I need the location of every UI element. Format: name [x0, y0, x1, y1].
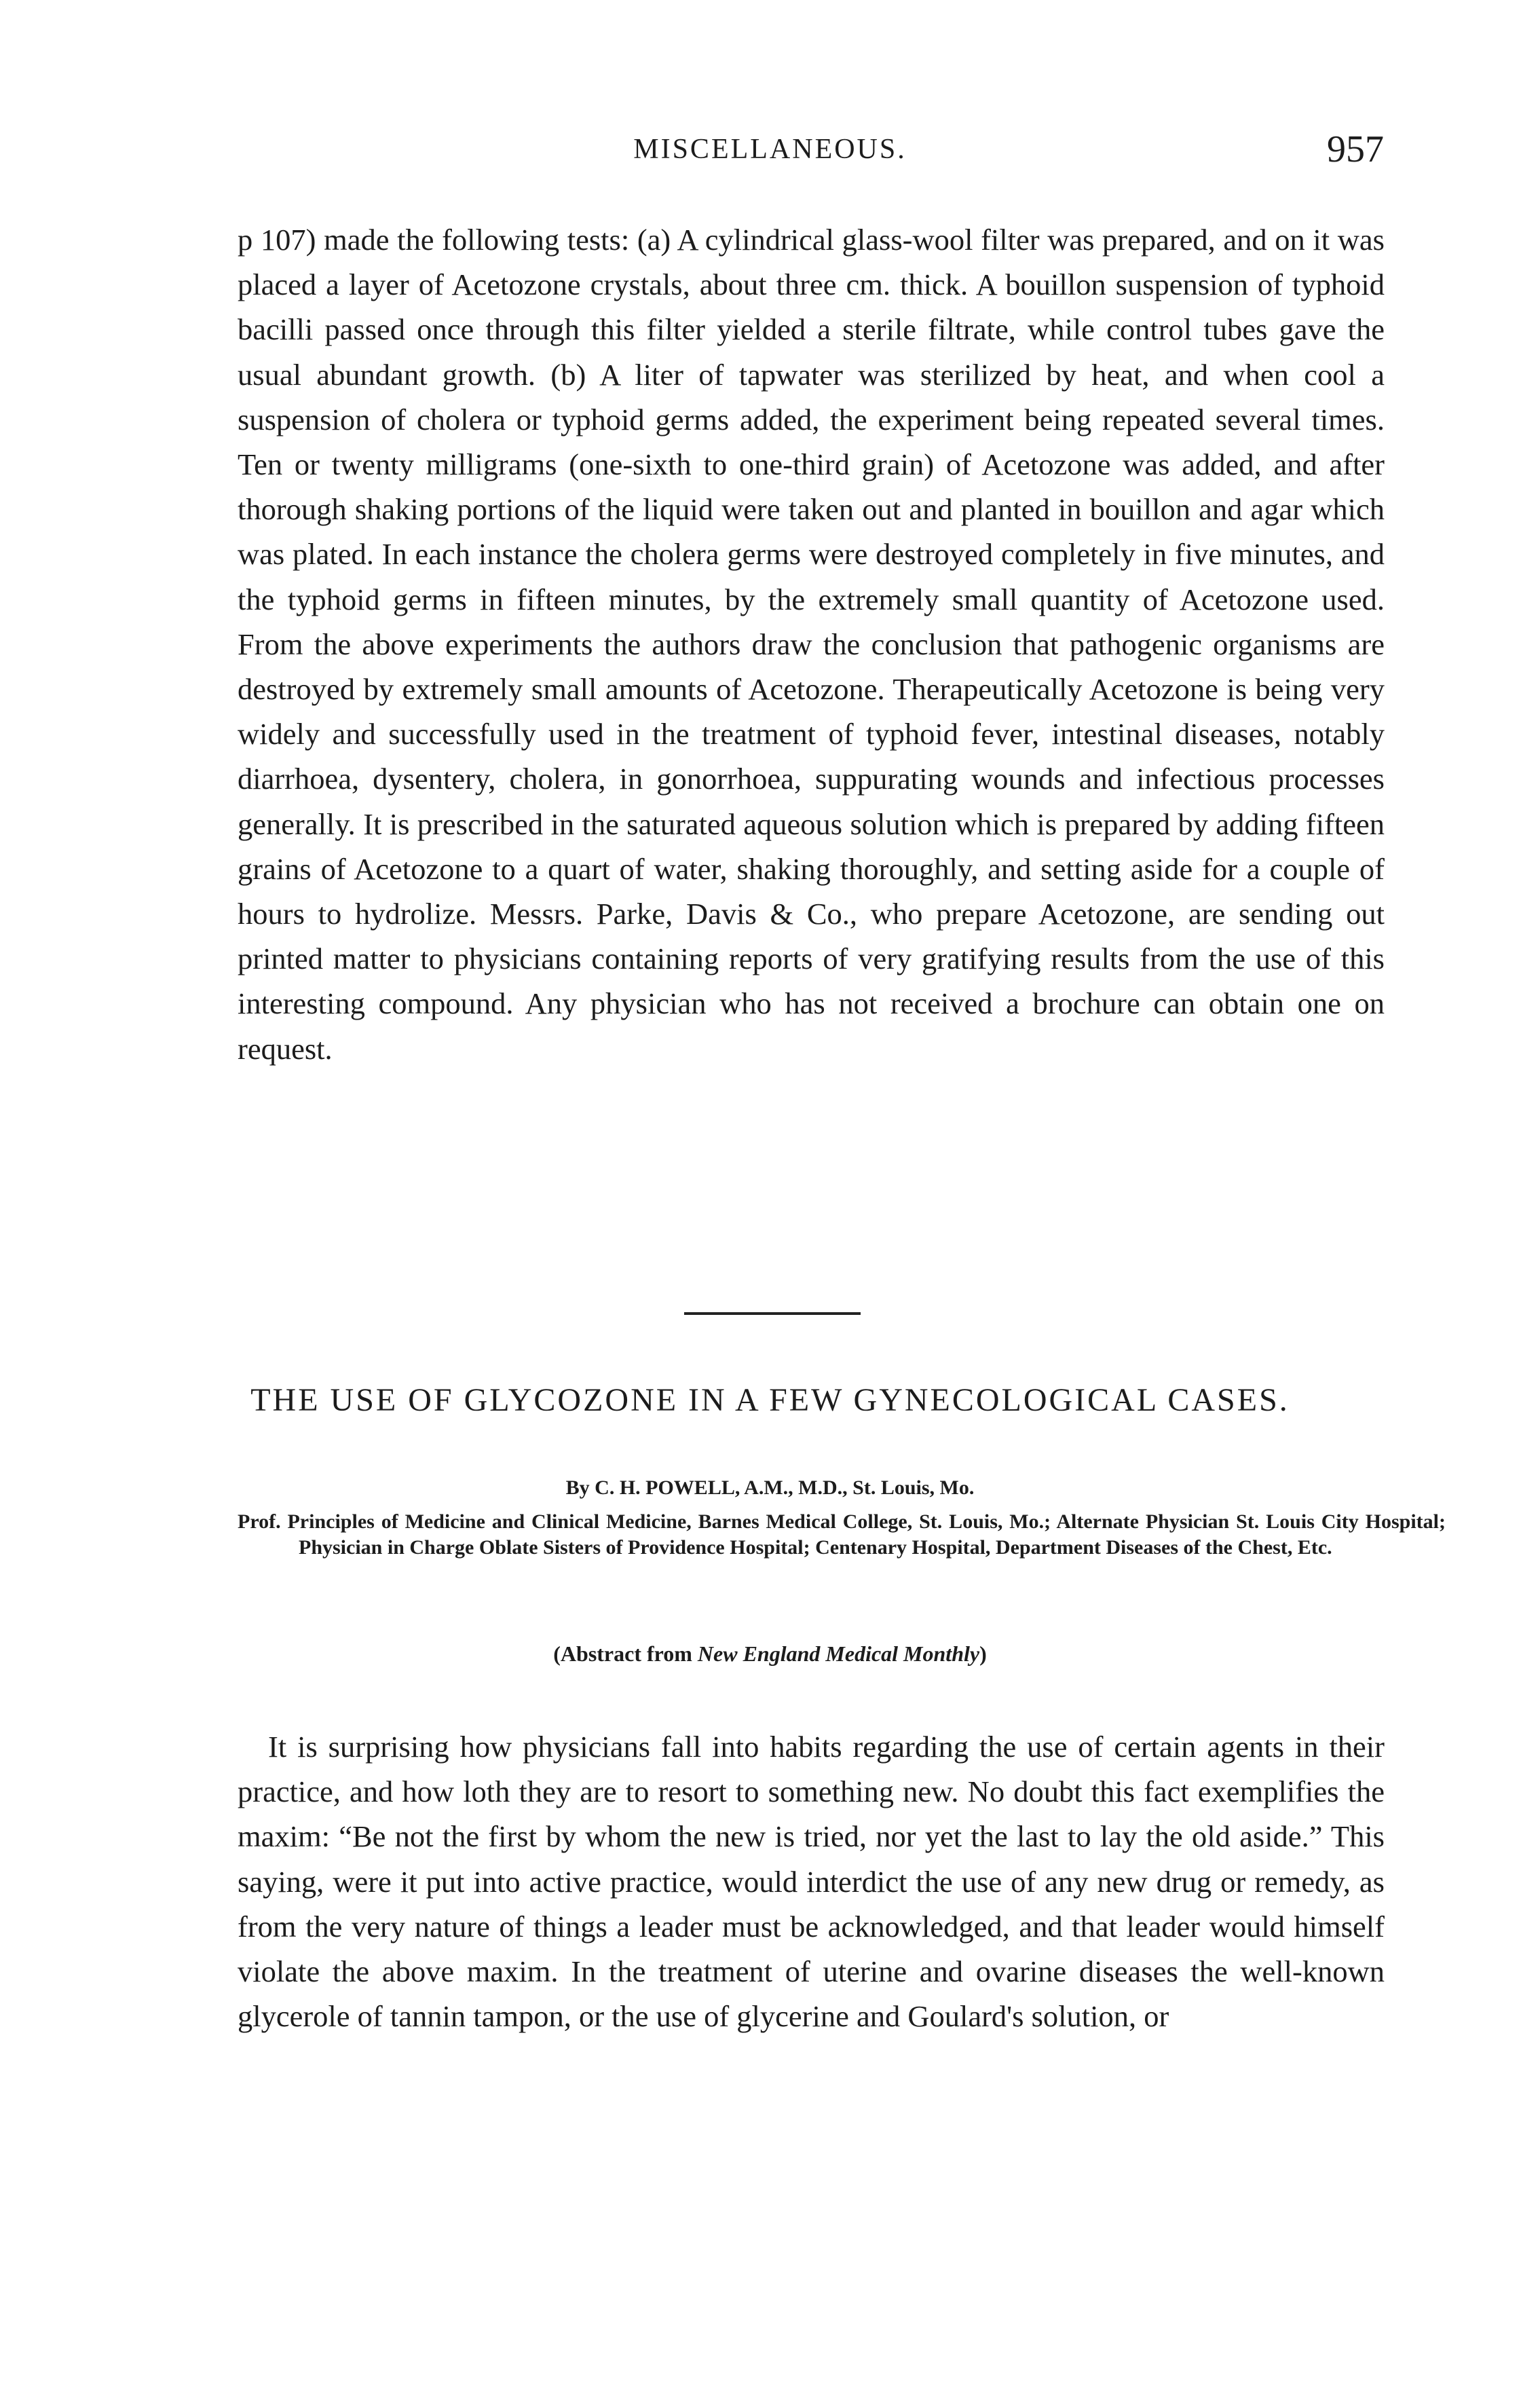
author-affiliation: Prof. Principles of Medicine and Clinical Medicine, Barnes Medical College, St. Louis, Mo.; Alternate Physician St. Louis City Hospital; Physician in Charge Oblate Sisters of Providence Hospital; Centenary Hospital, Department Diseases of the Chest, Etc. [238, 1510, 1446, 1559]
running-title: MISCELLANEOUS. [633, 134, 907, 165]
running-header [0, 128, 1540, 174]
source-note [0, 1641, 1540, 1667]
source-suffix: ) [979, 1641, 987, 1666]
source-journal: New England Medical Monthly [697, 1641, 980, 1666]
article-title: THE USE OF GLYCOZONE IN A FEW GYNECOLOGICAL CASES. [250, 1382, 1290, 1418]
source-prefix: (Abstract from [553, 1641, 698, 1666]
section-divider [684, 1312, 861, 1315]
page-number: 957 [1327, 128, 1384, 170]
acetozone-paragraph: p 107) made the following tests: (a) A cylindrical glass-wool filter was prepared, and on it was placed a layer of Acetozone crystals, about three cm. thick. A bouillon suspension of typhoid bacilli passed once through this filter yielded a sterile filtrate, while control tubes gave the usual abundant growth. (b) A liter of tapwater was sterilized by heat, and when cool a suspension of cholera or typhoid germs added, the experiment being repeated several times. Ten or twenty milligrams (one-sixth to one-third grain) of Acetozone was added, and after thorough shaking portions of the liquid were taken out and planted in bouillon and agar which was plated. In each instance the cholera germs were destroyed completely in five minutes, and the typhoid germs in fifteen minutes, by the extremely small quantity of Acetozone used. From the above experiments the authors draw the conclusion that pathogenic organisms are destroyed by extremely small amounts of Acetozone. Therapeutically Acetozone is being very widely and successfully used in the treatment of typhoid fever, intestinal diseases, notably diarrhoea, dysentery, cholera, in gonorrhoea, suppurating wounds and infectious processes generally. It is prescribed in the saturated aqueous solution which is prepared by adding fifteen grains of Acetozone to a quart of water, shaking thoroughly, and setting aside for a couple of hours to hydrolize. Messrs. Parke, Davis & Co., who prepare Acetozone, are sending out printed matter to physicians containing reports of very gratifying results from the use of this interesting compound. Any physician who has not received a brochure can obtain one on request. [238, 223, 1385, 1066]
author-byline: By C. H. POWELL, A.M., M.D., St. Louis, Mo. [565, 1476, 975, 1499]
glycozone-paragraph: It is surprising how physicians fall into habits regarding the use of certain agents in their practice, and how loth they are to resort to something new. No doubt this fact exemplifies the maxim: “Be not the first by whom the new is tried, nor yet the last to lay the old aside.” This saying, were it put into active practice, would interdict the use of any new drug or remedy, as from the very nature of things a leader must be acknowledged, and that leader would himself violate the above maxim. In the treatment of uterine and ovarine diseases the well-known glycerole of tannin tampon, or the use of glycerine and Goulard's solution, or [238, 1730, 1385, 2034]
